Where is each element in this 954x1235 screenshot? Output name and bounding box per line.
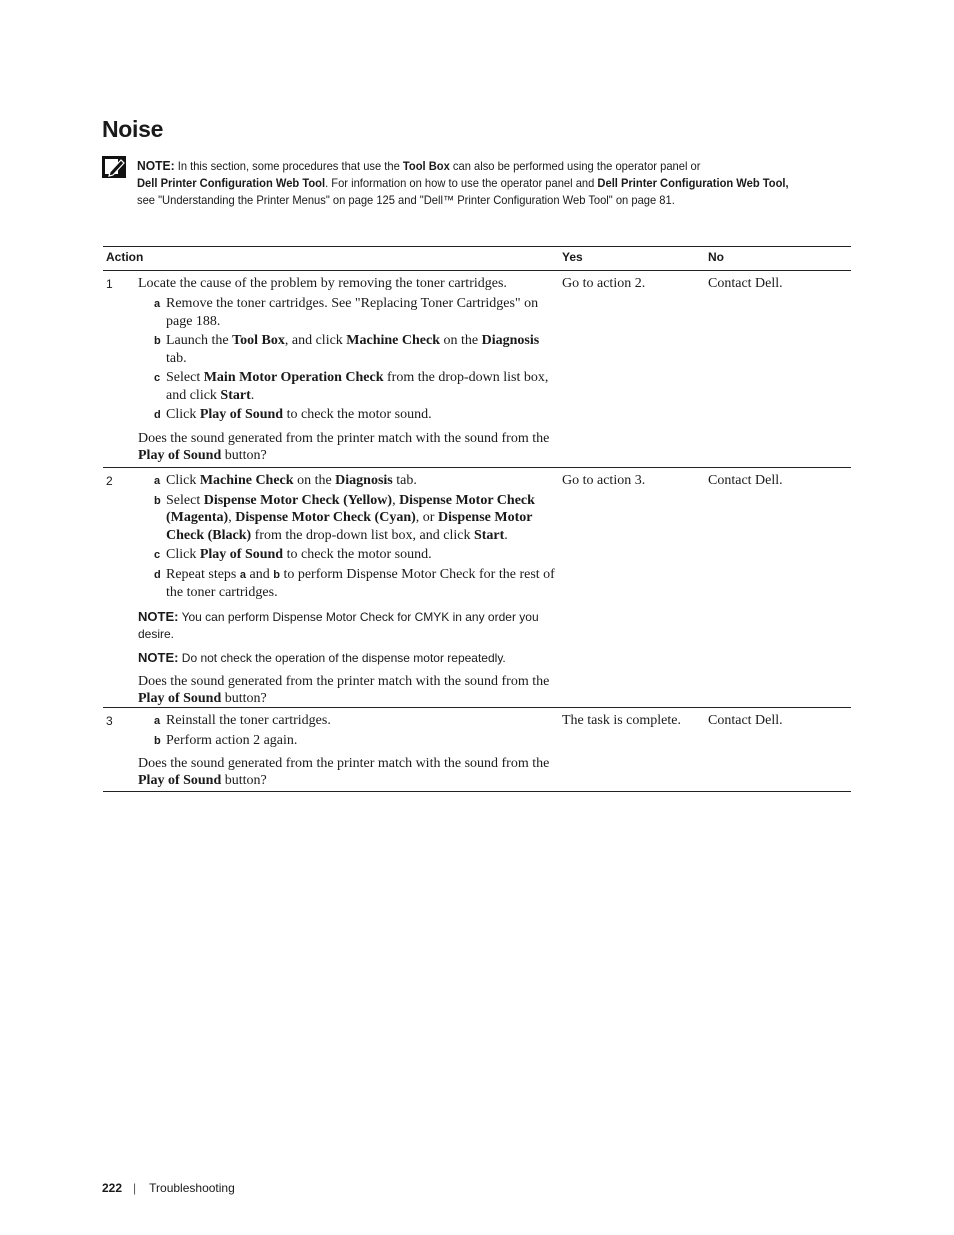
step-a bbox=[138, 472, 556, 490]
step-letter: a bbox=[154, 715, 161, 727]
step-a bbox=[138, 712, 556, 730]
step-text: Click bbox=[166, 473, 200, 488]
dispense-black-term: Dispense Motor Check (Black) bbox=[166, 510, 533, 543]
note-label: NOTE: bbox=[138, 608, 179, 624]
step-text: tab. bbox=[392, 473, 417, 488]
table-row bbox=[103, 468, 851, 708]
step-letter: a bbox=[154, 298, 161, 310]
step-letter: a bbox=[154, 475, 161, 487]
play-of-sound-term: Play of Sound bbox=[138, 773, 222, 788]
table-header bbox=[103, 246, 851, 271]
row-note bbox=[138, 608, 556, 643]
step-letter: c bbox=[154, 372, 161, 384]
step-text: . bbox=[250, 387, 255, 403]
note-label: NOTE: bbox=[138, 649, 179, 665]
row-question: Does the sound generated from the printer match with the sound from the Play of Sound button? bbox=[138, 430, 550, 463]
machine-check-term: Machine Check bbox=[346, 333, 441, 348]
step-c bbox=[138, 546, 556, 564]
web-tool-term: Dell Printer Configuration Web Tool bbox=[137, 176, 326, 190]
step-text: to check the motor sound. bbox=[283, 547, 432, 562]
diagnosis-term: Diagnosis bbox=[481, 333, 540, 348]
step-letter: b bbox=[154, 734, 161, 747]
play-of-sound-term: Play of Sound bbox=[199, 547, 284, 562]
step-text: , bbox=[228, 510, 236, 525]
main-motor-check-term: Main Motor Operation Check bbox=[203, 370, 384, 385]
step-text: to check the motor sound. bbox=[283, 407, 432, 422]
step-b bbox=[138, 492, 556, 545]
footer-section: Troubleshooting bbox=[149, 1181, 235, 1195]
step-d bbox=[138, 566, 556, 602]
step-letter: b bbox=[154, 335, 161, 347]
row-number: 1 bbox=[106, 277, 113, 291]
step-letter: c bbox=[154, 549, 161, 561]
step-text: Launch the bbox=[166, 333, 233, 348]
step-text: , or bbox=[415, 510, 438, 525]
play-of-sound-term: Play of Sound bbox=[138, 447, 222, 463]
diagnosis-term: Diagnosis bbox=[335, 473, 393, 488]
note-text: Do not check the operation of the dispense motor repeatedly. bbox=[178, 650, 506, 665]
table-row bbox=[103, 271, 851, 468]
dispense-cyan-term: Dispense Motor Check (Cyan) bbox=[235, 510, 416, 525]
step-text: on the bbox=[293, 473, 336, 488]
no-cell: Contact Dell. bbox=[708, 473, 783, 488]
step-text: Click bbox=[166, 407, 200, 422]
machine-check-term: Machine Check bbox=[199, 473, 294, 488]
dispense-yellow-term: Dispense Motor Check (Yellow) bbox=[203, 492, 393, 508]
page-footer bbox=[102, 1181, 235, 1195]
note-text-1: In this section, some procedures that use the bbox=[174, 159, 403, 173]
step-text: Click bbox=[166, 547, 200, 562]
web-tool-term-2: Dell Printer Configuration Web Tool, bbox=[597, 176, 789, 190]
note-text-3: . For information on how to use the operator panel and bbox=[325, 176, 598, 190]
step-text: from the drop-down list box, and click bbox=[166, 370, 549, 403]
step-letter: d bbox=[154, 568, 161, 581]
step-text: tab. bbox=[166, 350, 187, 366]
step-text: Select bbox=[166, 492, 204, 508]
page-title: Noise bbox=[102, 116, 164, 142]
step-c bbox=[138, 369, 556, 404]
note-label: NOTE: bbox=[137, 158, 175, 173]
tool-box-term: Tool Box bbox=[402, 159, 450, 173]
table-row bbox=[103, 708, 851, 792]
step-b bbox=[138, 332, 556, 367]
row-question: Does the sound generated from the printer match with the sound from the Play of Sound button? bbox=[138, 756, 550, 788]
step-text: . bbox=[504, 527, 508, 543]
step-text: from the drop-down list box, and click bbox=[251, 527, 474, 543]
tool-box-term: Tool Box bbox=[232, 333, 285, 348]
play-of-sound-term: Play of Sound bbox=[199, 407, 284, 422]
start-term: Start bbox=[473, 527, 505, 543]
row-number: 2 bbox=[106, 474, 113, 488]
row-number: 3 bbox=[106, 714, 113, 728]
step-text: on the bbox=[440, 333, 482, 348]
start-term: Start bbox=[220, 387, 251, 403]
step-ref-b: b bbox=[273, 568, 280, 581]
header-no: No bbox=[708, 250, 724, 264]
row-question: Does the sound generated from the printer match with the sound from the Play of Sound button? bbox=[138, 673, 550, 706]
note-pencil-icon bbox=[102, 156, 126, 178]
row-action bbox=[138, 275, 556, 464]
step-d bbox=[138, 406, 556, 424]
step-text: and bbox=[246, 566, 274, 582]
step-text: Repeat steps bbox=[166, 566, 240, 582]
step-text: Reinstall the toner cartridges. bbox=[166, 713, 331, 728]
note-text-4: see "Understanding the Printer Menus" on page 125 and "Dell™ Printer Configuration Web Tool" on page 81. bbox=[137, 193, 675, 207]
step-ref-a: a bbox=[239, 568, 246, 581]
footer-separator: | bbox=[133, 1181, 137, 1195]
step-a bbox=[138, 295, 556, 330]
header-action: Action bbox=[106, 250, 144, 264]
note-text-2: can also be performed using the operator panel or bbox=[449, 159, 701, 173]
yes-cell: Go to action 3. bbox=[562, 473, 646, 488]
step-text: Perform action 2 again. bbox=[166, 732, 298, 748]
step-text: Remove the toner cartridges. See "Replacing Toner Cartridges" on page 188. bbox=[166, 296, 539, 329]
step-letter: d bbox=[154, 409, 161, 421]
no-cell: Contact Dell. bbox=[708, 713, 783, 728]
header-yes: Yes bbox=[562, 250, 583, 264]
no-cell: Contact Dell. bbox=[708, 276, 783, 291]
row-note bbox=[138, 649, 556, 667]
step-text: , and click bbox=[284, 333, 347, 348]
row-action bbox=[138, 472, 556, 707]
play-of-sound-term: Play of Sound bbox=[138, 690, 222, 706]
step-text: , bbox=[392, 492, 400, 508]
step-text: to perform Dispense Motor Check for the rest of the toner cartridges. bbox=[166, 566, 555, 600]
dispense-magenta-term: Dispense Motor Check (Magenta) bbox=[166, 492, 535, 525]
yes-cell: The task is complete. bbox=[562, 713, 681, 728]
step-letter: b bbox=[154, 494, 161, 507]
step-text: Select bbox=[166, 370, 204, 385]
note-text: You can perform Dispense Motor Check for CMYK in any order you desire. bbox=[138, 609, 539, 641]
page-number: 222 bbox=[102, 1181, 123, 1195]
troubleshooting-table bbox=[103, 246, 851, 792]
row-intro: Locate the cause of the problem by removing the toner cartridges. bbox=[138, 276, 507, 291]
yes-cell: Go to action 2. bbox=[562, 276, 646, 291]
row-action bbox=[138, 712, 556, 789]
step-b bbox=[138, 732, 556, 750]
note-text bbox=[137, 157, 862, 209]
